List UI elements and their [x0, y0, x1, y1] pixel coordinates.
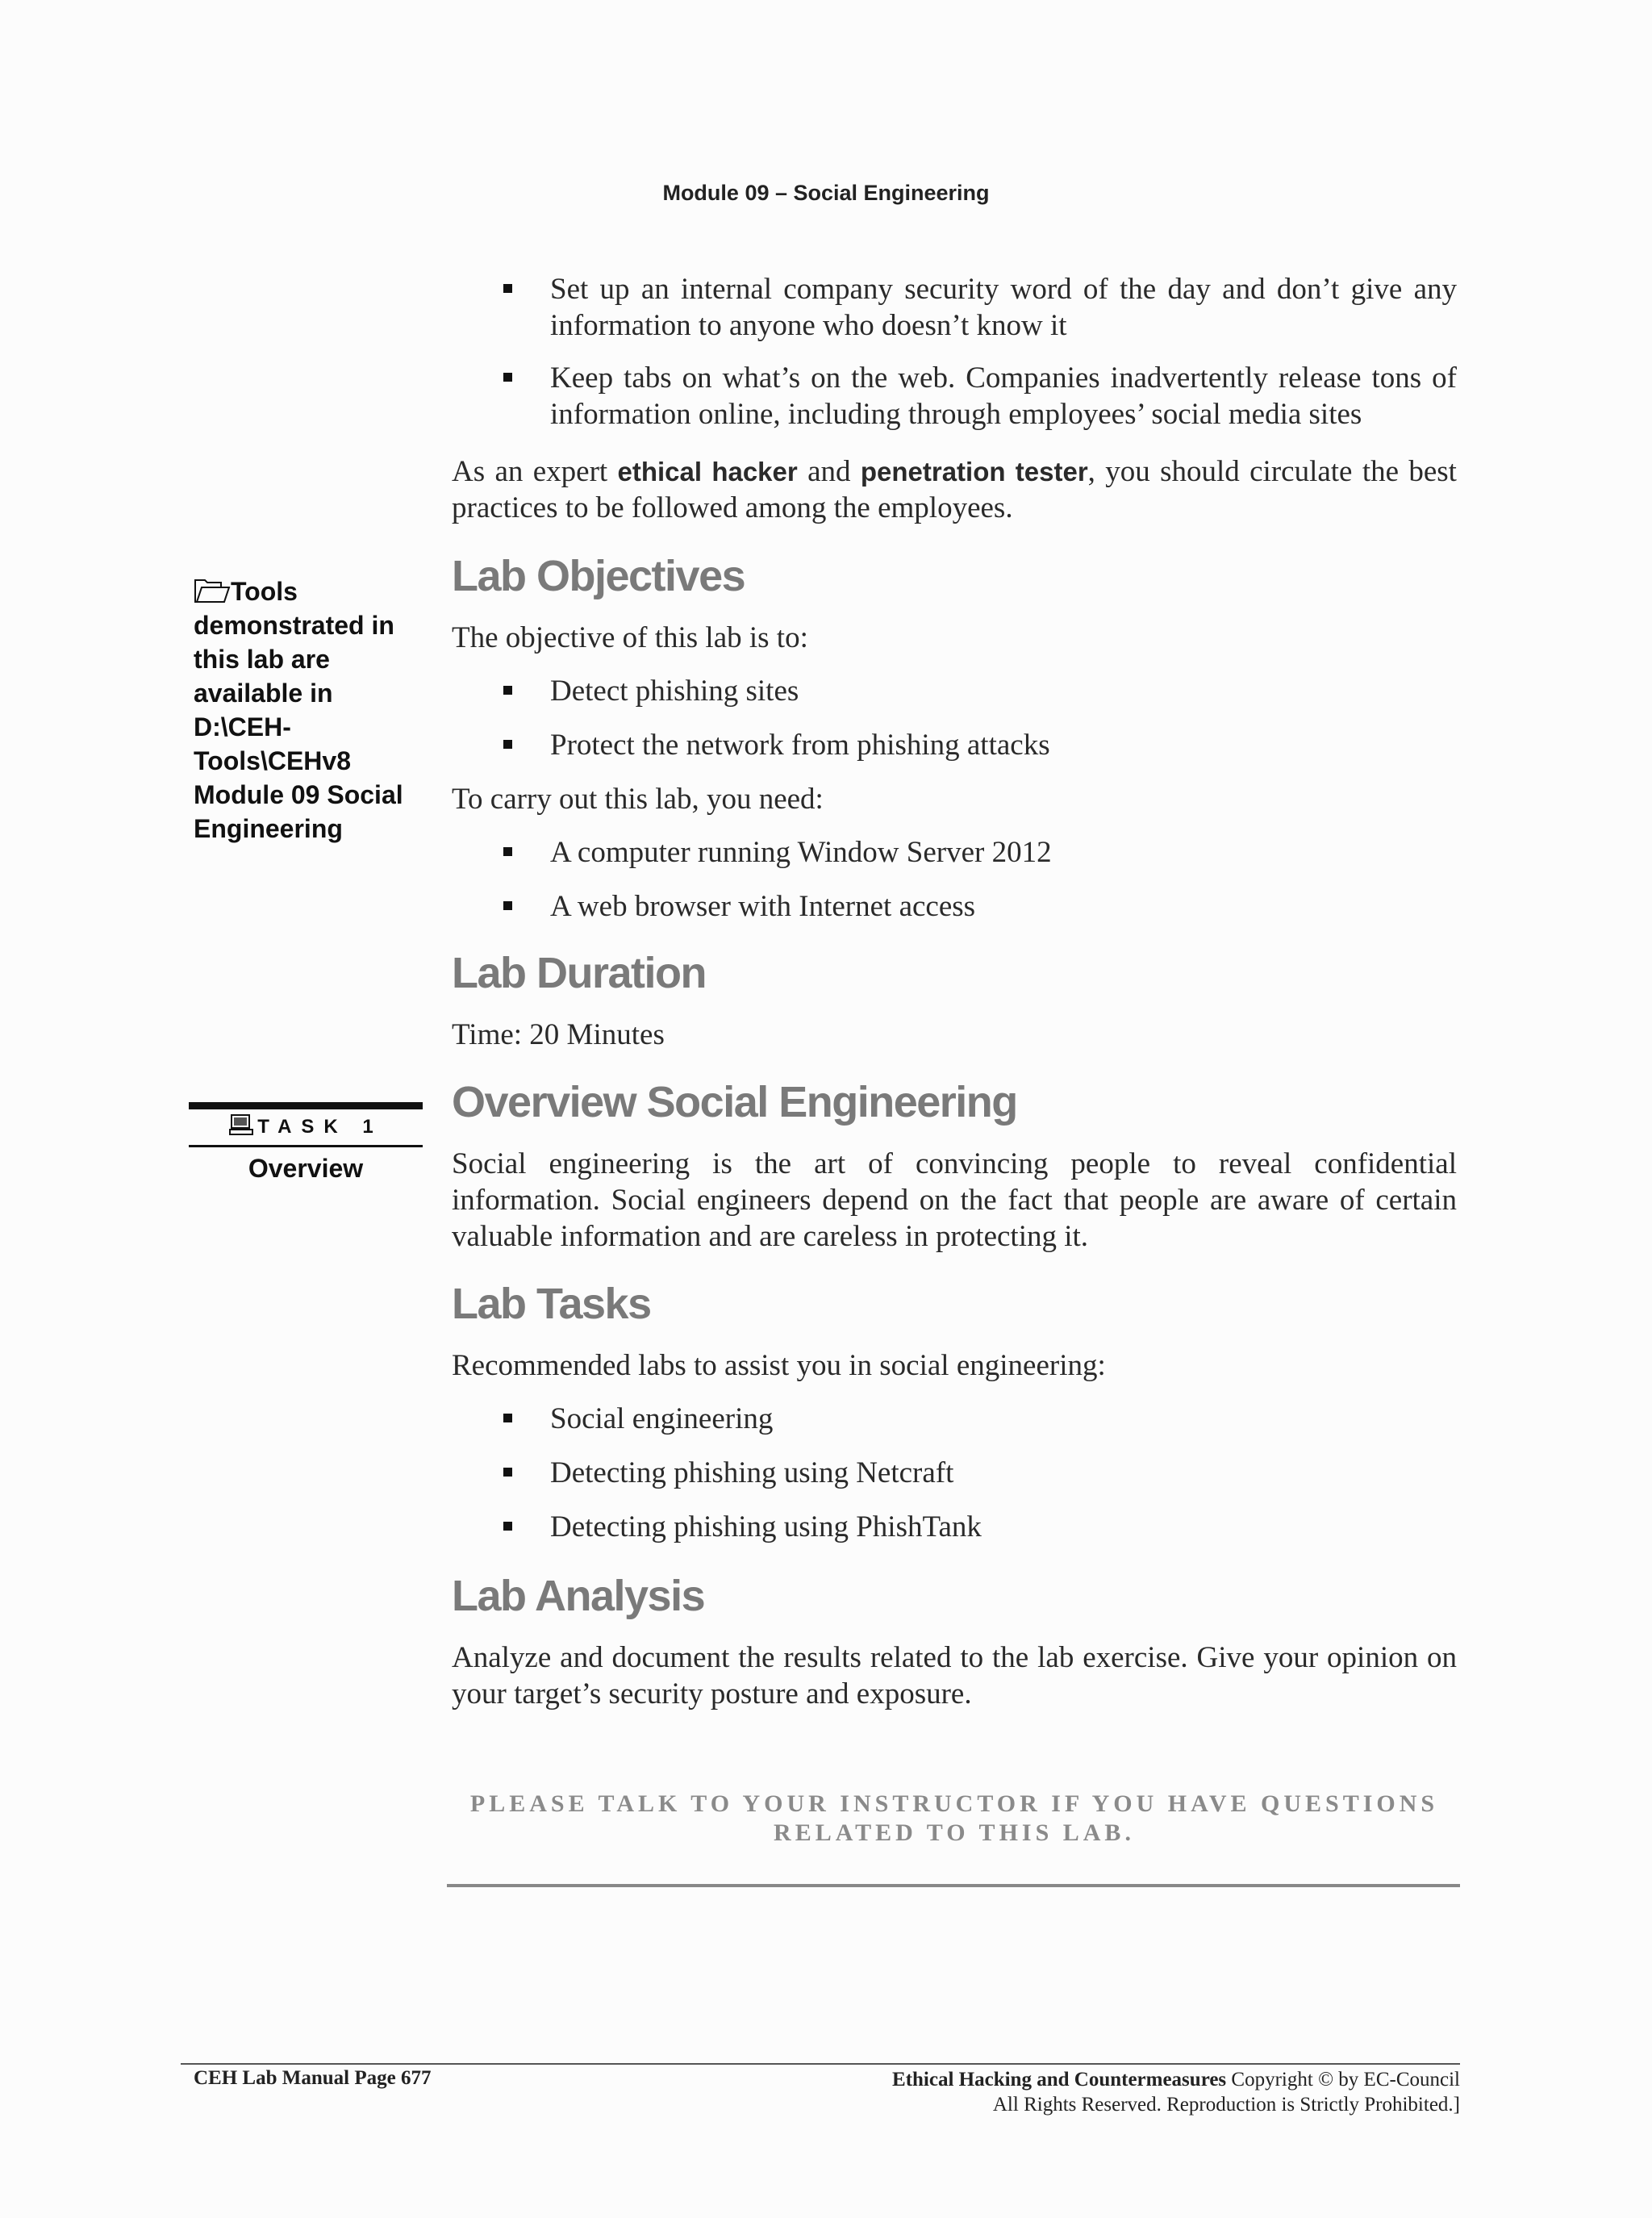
task-label [189, 1113, 423, 1138]
list-item [500, 673, 1457, 709]
bullet-icon [503, 1522, 512, 1531]
heading-lab-duration: Lab Duration [452, 949, 706, 997]
needs-intro: To carry out this lab, you need: [452, 783, 824, 816]
bullet-icon [503, 1468, 512, 1477]
list-item [500, 271, 1457, 344]
heading-lab-analysis: Lab Analysis [452, 1572, 705, 1620]
intro-bold-penetration-tester: penetration tester [860, 457, 1088, 487]
heading-overview-social-engineering: Overview Social Engineering [452, 1078, 1017, 1126]
objectives-intro: The objective of this lab is to: [452, 621, 808, 654]
list-item-text: A computer running Window Server 2012 [550, 836, 1052, 869]
list-item [500, 360, 1457, 432]
task-label-text: TASK 1 [257, 1116, 383, 1138]
task-bar-bottom [189, 1145, 423, 1147]
heading-lab-objectives: Lab Objectives [452, 552, 745, 600]
bullet-icon [503, 686, 512, 695]
bullet-icon [503, 1414, 512, 1422]
computer-icon [228, 1113, 254, 1136]
bullet-icon [503, 284, 512, 293]
sidebar-tools-text: Tools demonstrated in this lab are available in D:\CEH-Tools\CEHv8 Module 09 Social Engineering [194, 577, 403, 843]
list-item-text: Set up an internal company security word of the day and don’t give any information to anyone who doesn’t know it [550, 273, 1457, 342]
list-item-text: Detecting phishing using Netcraft [550, 1456, 954, 1489]
intro-text: As an expert [452, 455, 618, 488]
list-item-text: Keep tabs on what’s on the web. Companies inadvertently release tons of information online, including through employees’ social media sites [550, 361, 1457, 431]
objectives-list [500, 673, 1457, 763]
list-item-text: Protect the network from phishing attacks [550, 729, 1050, 762]
footer-copyright-text: Copyright © by EC-Council [1226, 2069, 1460, 2091]
duration-text: Time: 20 Minutes [452, 1018, 665, 1051]
footer-rights-line: All Rights Reserved. Reproduction is Strictly Prohibited.] [992, 2094, 1460, 2116]
overview-text: Social engineering is the art of convincing people to reveal confidential information. Social engineers depend on the fact that people are aware of certain valuable information and are careless in protecting it. [452, 1147, 1457, 1253]
heading-lab-tasks: Lab Tasks [452, 1280, 651, 1328]
task-bar-top [189, 1102, 423, 1109]
list-item [500, 1401, 1457, 1437]
list-item [500, 834, 1457, 871]
analysis-text: Analyze and document the results related to the lab exercise. Give your opinion on your target’s security posture and exposure. [452, 1641, 1457, 1710]
task-overview-label: Overview [248, 1154, 364, 1183]
intro-text: and [797, 455, 861, 488]
bullet-icon [503, 740, 512, 749]
list-item-text: Detecting phishing using PhishTank [550, 1510, 982, 1543]
footer-page-label: CEH Lab Manual Page 677 [194, 2067, 432, 2089]
divider [447, 1884, 1460, 1887]
intro-bold-ethical-hacker: ethical hacker [617, 457, 798, 487]
bullet-icon [503, 373, 512, 382]
list-item-text: A web browser with Internet access [550, 890, 976, 923]
bullet-icon [503, 847, 512, 856]
folder-icon [194, 578, 231, 604]
intro-text: , you should circulate the best practices to be followed among the employees. [452, 455, 1457, 524]
sidebar-tools-note [194, 574, 423, 846]
instructor-notice: PLEASE TALK TO YOUR INSTRUCTOR IF YOU HAVE QUESTIONS RELATED TO THIS LAB. [469, 1790, 1439, 1846]
list-item-text: Detect phishing sites [550, 675, 799, 708]
intro-paragraph [452, 453, 1457, 526]
tasks-list [500, 1401, 1457, 1545]
tasks-intro: Recommended labs to assist you in social engineering: [452, 1349, 1106, 1382]
list-item [500, 888, 1457, 925]
list-item [500, 1455, 1457, 1491]
footer-divider [181, 2063, 1460, 2065]
intro-bullet-list [500, 271, 1457, 432]
bullet-icon [503, 901, 512, 910]
footer-copyright-line1 [892, 2067, 1460, 2092]
page-header-title: Module 09 – Social Engineering [662, 181, 990, 205]
needs-list [500, 834, 1457, 925]
list-item-text: Social engineering [550, 1402, 774, 1435]
footer-copyright [892, 2067, 1460, 2117]
list-item [500, 1509, 1457, 1545]
list-item [500, 727, 1457, 763]
footer-book-title: Ethical Hacking and Countermeasures [892, 2069, 1227, 2091]
